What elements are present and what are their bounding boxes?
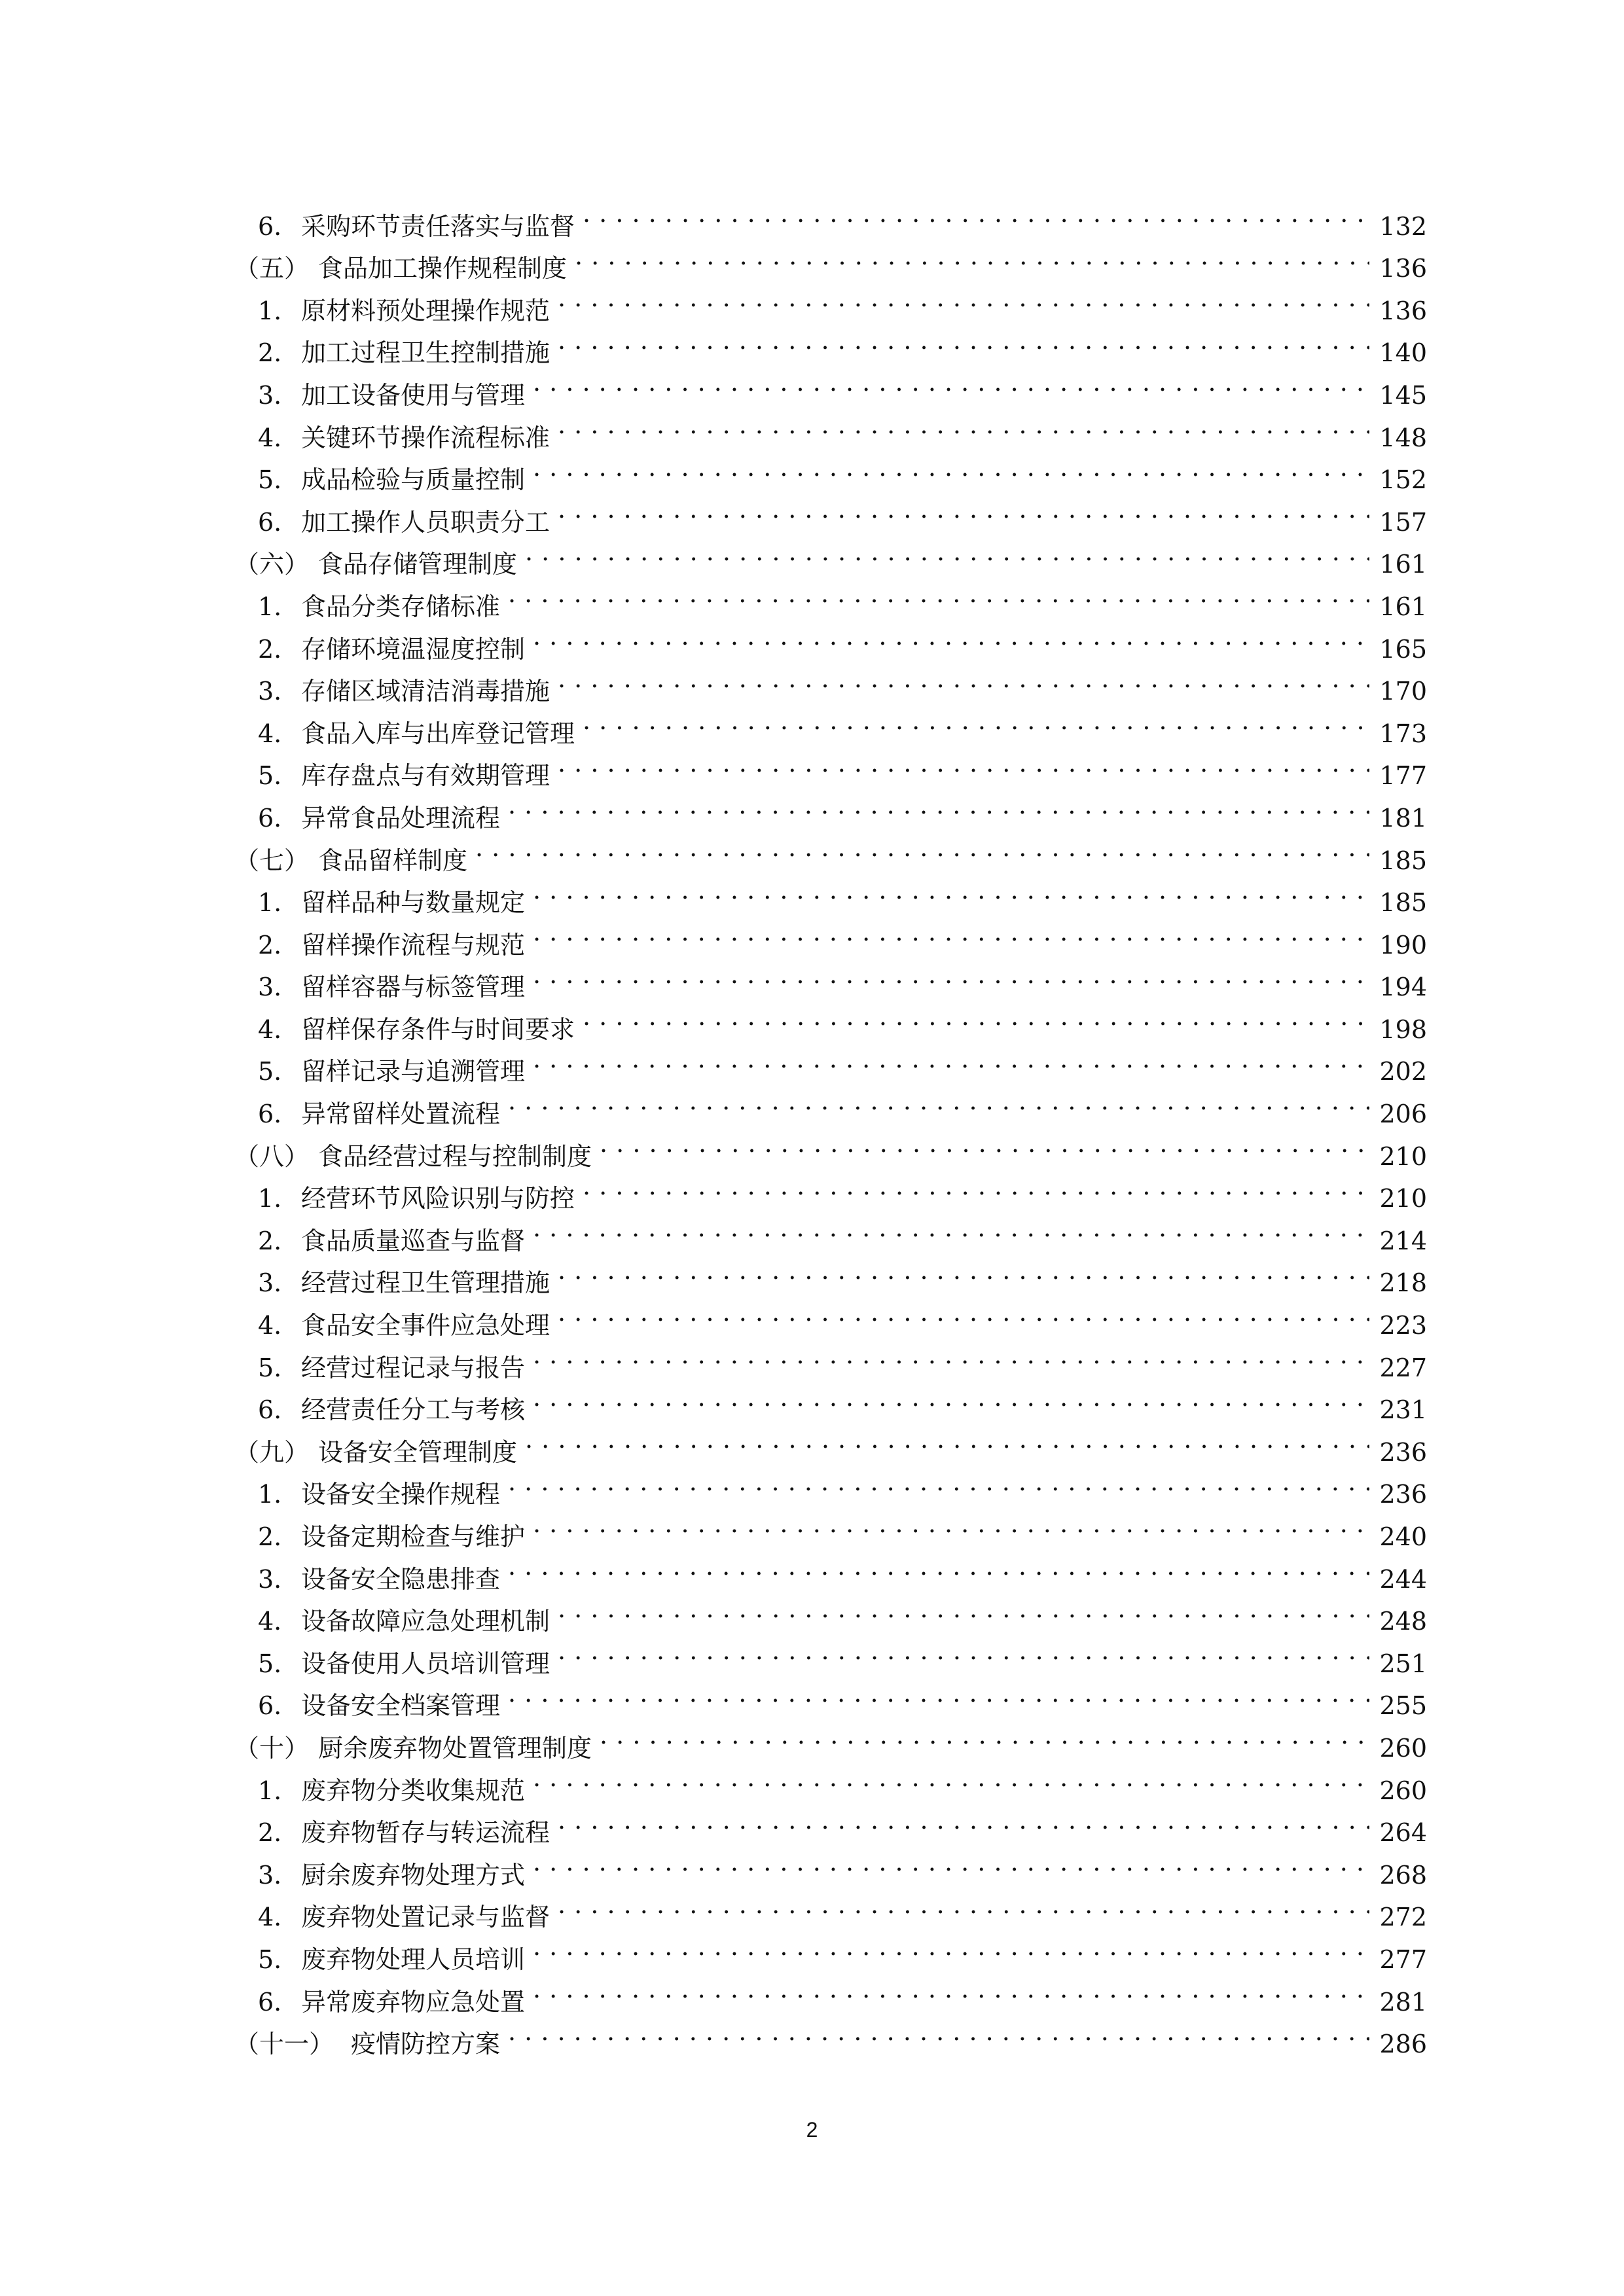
toc-entry-title: 库存盘点与有效期管理: [301, 761, 550, 791]
toc-dot-leader: [558, 658, 1369, 700]
toc-dot-leader: [533, 1841, 1369, 1884]
toc-entry-page: 210: [1379, 1184, 1427, 1213]
toc-entry-page: 173: [1379, 719, 1427, 748]
toc-dot-leader: [508, 1545, 1369, 1588]
toc-entry-title: 存储区域清洁消毒措施: [301, 677, 550, 706]
toc-entry-title: 留样品种与数量规定: [301, 888, 526, 918]
toc-entry-page: 148: [1379, 423, 1427, 452]
toc-entry-title: 经营过程卫生管理措施: [301, 1268, 550, 1298]
toc-entry-page: 161: [1379, 550, 1427, 579]
toc-entry-title: 疫情防控方案: [351, 2030, 501, 2059]
toc-entry-title: 食品加工操作规程制度: [318, 254, 568, 283]
toc-entry-page: 170: [1379, 677, 1427, 706]
toc-entry-page: 202: [1379, 1057, 1427, 1086]
toc-entry-page: 136: [1379, 296, 1427, 325]
toc-entry-title: 异常留样处置流程: [301, 1100, 501, 1129]
toc-entry-page: 161: [1379, 592, 1427, 621]
toc-dot-leader: [533, 1376, 1369, 1419]
toc-entry-page: 264: [1379, 1818, 1427, 1848]
toc-dot-leader: [508, 1461, 1369, 1503]
toc-entry-page: 272: [1379, 1903, 1427, 1932]
toc-entry-title: 废弃物处理人员培训: [301, 1945, 526, 1974]
toc-dot-leader: [600, 1122, 1369, 1165]
toc-entry-number: 2.: [258, 634, 282, 664]
toc-entry-number: 6.: [258, 1987, 282, 2017]
toc-entry-title: 设备安全隐患排查: [301, 1564, 501, 1594]
toc-entry-title: 留样容器与标签管理: [301, 973, 526, 1002]
toc-entry-page: 177: [1379, 761, 1427, 791]
toc-dot-leader: [558, 742, 1369, 785]
toc-entry-page: 286: [1379, 2030, 1427, 2059]
toc-dot-leader: [600, 1714, 1369, 1757]
toc-entry-title: 加工设备使用与管理: [301, 380, 526, 410]
toc-dot-leader: [533, 954, 1369, 996]
toc-entry-number: 5.: [258, 1649, 282, 1678]
toc-entry-page: 214: [1379, 1226, 1427, 1255]
toc-entry-page: 248: [1379, 1607, 1427, 1636]
toc-entry-page: 223: [1379, 1311, 1427, 1340]
toc-entry-number: 6.: [258, 1100, 282, 1129]
toc-entry-title: 厨余废弃物处置管理制度: [318, 1733, 592, 1763]
toc-dot-leader: [583, 192, 1369, 235]
toc-entry-title: 留样操作流程与规范: [301, 930, 526, 960]
toc-dot-leader: [533, 1038, 1369, 1081]
toc-entry-page: 251: [1379, 1649, 1427, 1678]
toc-dot-leader: [533, 869, 1369, 912]
toc-entry-number: 1.: [258, 1776, 282, 1805]
toc-entry-number: 5.: [258, 1353, 282, 1382]
toc-entry-page: 236: [1379, 1437, 1427, 1467]
toc-dot-leader: [508, 573, 1369, 615]
toc-dot-leader: [508, 1672, 1369, 1715]
toc-entry-page: 210: [1379, 1141, 1427, 1171]
toc-entry-number: 2.: [258, 338, 282, 368]
toc-entry-number: 3.: [258, 1860, 282, 1890]
toc-dot-leader: [558, 277, 1369, 319]
toc-entry-title: 厨余废弃物处理方式: [301, 1860, 526, 1890]
toc-dot-leader: [575, 235, 1369, 278]
toc-entry-title: 设备定期检查与维护: [301, 1522, 526, 1551]
toc-entry-title: 设备故障应急处理机制: [301, 1607, 550, 1636]
toc-entry-number: 4.: [258, 1014, 282, 1044]
toc-dot-leader: [558, 1799, 1369, 1842]
toc-entry-number: 4.: [258, 423, 282, 452]
toc-entry-page: 281: [1379, 1987, 1427, 2017]
toc-entry-number: （五）: [234, 254, 310, 283]
toc-entry-page: 268: [1379, 1860, 1427, 1890]
toc-entry-number: 3.: [258, 380, 282, 410]
toc-entry-number: （八）: [234, 1141, 310, 1171]
toc-entry-number: 2.: [258, 1522, 282, 1551]
toc-dot-leader: [508, 784, 1369, 827]
toc-dot-leader: [533, 361, 1369, 404]
toc-dot-leader: [558, 1588, 1369, 1630]
toc-entry-number: 4.: [258, 719, 282, 748]
toc-entry-number: （十）: [234, 1733, 310, 1763]
toc-dot-leader: [508, 2011, 1369, 2053]
toc-entry-title: 设备安全档案管理: [301, 1691, 501, 1721]
toc-entry-page: 157: [1379, 507, 1427, 537]
toc-entry-title: 经营责任分工与考核: [301, 1395, 526, 1425]
toc-entry-number: 4.: [258, 1607, 282, 1636]
toc-entry-title: 原材料预处理操作规范: [301, 296, 550, 325]
toc-dot-leader: [533, 1757, 1369, 1799]
toc-entry-title: 设备使用人员培训管理: [301, 1649, 550, 1678]
toc-entry-page: 277: [1379, 1945, 1427, 1974]
toc-dot-leader: [558, 1249, 1369, 1292]
toc-dot-leader: [533, 1503, 1369, 1545]
toc-entry-title: 食品安全事件应急处理: [301, 1311, 550, 1340]
toc-dot-leader: [508, 1080, 1369, 1122]
toc-entry-page: 190: [1379, 930, 1427, 960]
toc-entry-number: 6.: [258, 211, 282, 241]
toc-entry-title: 存储环境温湿度控制: [301, 634, 526, 664]
toc-entry-page: 152: [1379, 465, 1427, 495]
toc-entry-number: 4.: [258, 1903, 282, 1932]
toc-entry-number: （七）: [234, 846, 310, 875]
toc-entry-number: 2.: [258, 1818, 282, 1848]
toc-entry-number: （十一）: [234, 2030, 334, 2059]
toc-entry-page: 231: [1379, 1395, 1427, 1425]
toc-subsection-entry[interactable]: [234, 192, 1427, 241]
toc-entry-title: 经营环节风险识别与防控: [301, 1184, 575, 1213]
toc-entry-number: 3.: [258, 1564, 282, 1594]
toc-entry-number: （六）: [234, 550, 310, 579]
toc-entry-number: 1.: [258, 296, 282, 325]
toc-entry-title: 关键环节操作流程标准: [301, 423, 550, 452]
toc-dot-leader: [533, 1207, 1369, 1249]
toc-dot-leader: [583, 700, 1369, 742]
toc-entry-page: 185: [1379, 888, 1427, 918]
toc-entry-number: （九）: [234, 1437, 310, 1467]
toc-entry-page: 140: [1379, 338, 1427, 368]
toc-entry-title: 废弃物处置记录与监督: [301, 1903, 550, 1932]
toc-entry-number: 5.: [258, 1945, 282, 1974]
toc-dot-leader: [583, 1165, 1369, 1208]
toc-entry-page: 136: [1379, 254, 1427, 283]
toc-entry-page: 132: [1379, 211, 1427, 241]
toc-entry-page: 218: [1379, 1268, 1427, 1298]
toc-entry-title: 食品分类存储标准: [301, 592, 501, 621]
toc-entry-title: 加工操作人员职责分工: [301, 507, 550, 537]
toc-entry-title: 设备安全操作规程: [301, 1480, 501, 1509]
toc-entry-number: 1.: [258, 1184, 282, 1213]
toc-dot-leader: [533, 1926, 1369, 1968]
toc-entry-title: 成品检验与质量控制: [301, 465, 526, 495]
toc-entry-page: 165: [1379, 634, 1427, 664]
toc-entry-number: 2.: [258, 1226, 282, 1255]
toc-dot-leader: [583, 996, 1369, 1038]
toc-dot-leader: [533, 911, 1369, 954]
toc-dot-leader: [558, 404, 1369, 446]
toc-entry-page: 260: [1379, 1776, 1427, 1805]
toc-entry-page: 181: [1379, 803, 1427, 833]
toc-entry-page: 244: [1379, 1564, 1427, 1594]
toc-entry-number: 6.: [258, 1395, 282, 1425]
toc-dot-leader: [525, 531, 1369, 573]
page-number: 2: [806, 2118, 818, 2142]
toc-dot-leader: [558, 1630, 1369, 1672]
toc-entry-number: 6.: [258, 803, 282, 833]
toc-dot-leader: [558, 319, 1369, 362]
toc-entry-number: 1.: [258, 888, 282, 918]
toc-entry-title: 留样保存条件与时间要求: [301, 1014, 575, 1044]
toc-entry-number: 3.: [258, 677, 282, 706]
toc-entry-number: 5.: [258, 465, 282, 495]
toc-entry-page: 260: [1379, 1733, 1427, 1763]
toc-dot-leader: [533, 446, 1369, 489]
toc-entry-page: 194: [1379, 973, 1427, 1002]
toc-entry-page: 185: [1379, 846, 1427, 875]
toc-dot-leader: [558, 488, 1369, 531]
toc-entry-page: 255: [1379, 1691, 1427, 1721]
toc-entry-number: 3.: [258, 973, 282, 1002]
toc-entry-page: 236: [1379, 1480, 1427, 1509]
toc-entry-title: 设备安全管理制度: [318, 1437, 518, 1467]
toc-entry-title: 经营过程记录与报告: [301, 1353, 526, 1382]
toc-entry-page: 227: [1379, 1353, 1427, 1382]
toc-dot-leader: [533, 1968, 1369, 2011]
toc-entry-page: 145: [1379, 380, 1427, 410]
toc-entry-number: 5.: [258, 761, 282, 791]
toc-entry-title: 采购环节责任落实与监督: [301, 211, 575, 241]
toc-entry-title: 食品质量巡查与监督: [301, 1226, 526, 1255]
toc-entry-title: 食品经营过程与控制制度: [318, 1141, 592, 1171]
toc-dot-leader: [558, 1884, 1369, 1926]
toc-entry-title: 废弃物暂存与转运流程: [301, 1818, 550, 1848]
toc-entry-number: 2.: [258, 930, 282, 960]
toc-dot-leader: [533, 1334, 1369, 1376]
toc-dot-leader: [475, 827, 1369, 869]
toc-entry-page: 206: [1379, 1100, 1427, 1129]
toc-entry-number: 1.: [258, 592, 282, 621]
toc-entry-title: 食品留样制度: [318, 846, 468, 875]
toc-entry-number: 5.: [258, 1057, 282, 1086]
table-of-contents: [234, 192, 1427, 2059]
toc-dot-leader: [525, 1418, 1369, 1461]
toc-entry-title: 留样记录与追溯管理: [301, 1057, 526, 1086]
toc-entry-page: 240: [1379, 1522, 1427, 1551]
toc-entry-number: 6.: [258, 507, 282, 537]
toc-entry-title: 异常食品处理流程: [301, 803, 501, 833]
toc-entry-number: 6.: [258, 1691, 282, 1721]
toc-entry-title: 加工过程卫生控制措施: [301, 338, 550, 368]
toc-entry-title: 异常废弃物应急处置: [301, 1987, 526, 2017]
toc-entry-number: 4.: [258, 1311, 282, 1340]
toc-entry-title: 废弃物分类收集规范: [301, 1776, 526, 1805]
toc-entry-title: 食品存储管理制度: [318, 550, 518, 579]
toc-dot-leader: [558, 1291, 1369, 1334]
toc-entry-number: 1.: [258, 1480, 282, 1509]
toc-dot-leader: [533, 615, 1369, 658]
toc-entry-title: 食品入库与出库登记管理: [301, 719, 575, 748]
toc-entry-number: 3.: [258, 1268, 282, 1298]
toc-entry-page: 198: [1379, 1014, 1427, 1044]
